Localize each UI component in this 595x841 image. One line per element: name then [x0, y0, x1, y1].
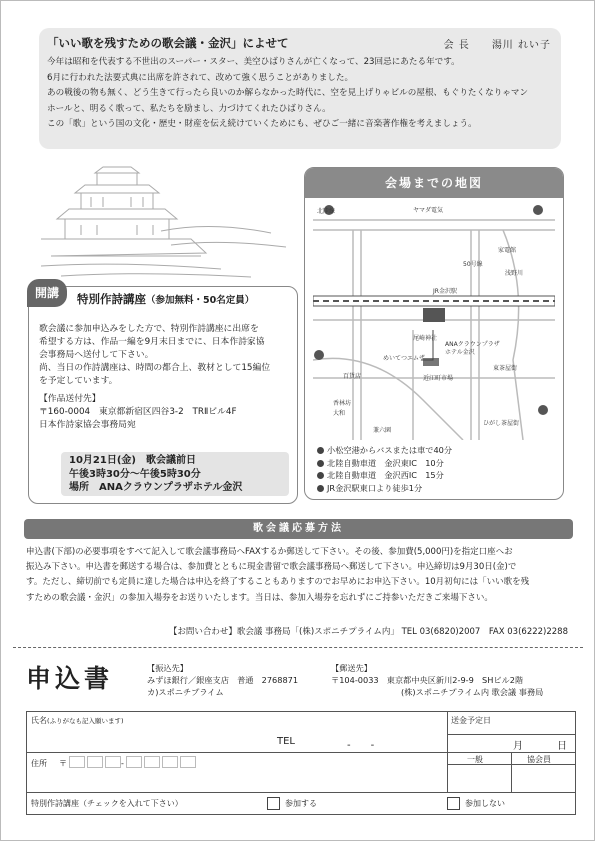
not-attend-checkbox[interactable] [447, 797, 460, 810]
lecture-box [28, 286, 298, 504]
bullet-icon [317, 485, 324, 492]
access-item: 北陸自動車道 金沢東IC 10分 [317, 457, 452, 470]
application-header: 歌会議応募方法 [24, 519, 573, 539]
message-author [422, 36, 551, 51]
chair-message-box [39, 28, 561, 149]
map-label: 北陸線 [317, 208, 336, 215]
message-paragraph: あの戦後の物も無く、どう生きて行ったら良いのか解らなかった時代に、空を見上げりゃビルの屋根、もぐりたくなりゃマン [47, 88, 529, 98]
lecture-title-note: （参加無料・50名定員） [146, 295, 255, 306]
bullet-icon [317, 472, 324, 479]
message-paragraph: 6月に行われた法要式典に出席を許されて、改めて強く思うことがありました。 [47, 72, 354, 83]
message-paragraph: 今年は昭和を代表する不世出のスーパー・スター、美空ひばりさんが亡くなって、23回忌にあたる年です。 [47, 57, 460, 67]
map-label: 家電館 [498, 247, 517, 254]
general-label: 一般 [467, 755, 483, 764]
name-label: 氏名(ふりがなも記入願います) [31, 716, 124, 725]
cut-line [13, 647, 583, 648]
transfer-info: 【振込先】 みずほ銀行／銀座支店 普通 2768871 カ)スポニチプライム [147, 663, 299, 697]
attend-label: 参加する [285, 799, 317, 808]
access-item: 小松空港からバスまたは車で40分 [317, 444, 452, 457]
message-title: 「いい歌を残すための歌会議・金沢」によせて [47, 36, 289, 50]
address-label: 住所 〒 - [31, 756, 196, 769]
application-body: 申込書(下部)の必要事項をすべて記入して歌会議事務局へFAXするか郵送して下さい。その後、参加費(5,000円)を指定口座へお 振込み下さい。申込書を郵送する場合は、参加費とともに現金書留で歌会議事務局へ郵送して下さい。申込締切は9月30日(金)で す。ただし、締切前でも定員に達した場合は申込を終了することもありますのでお早めにお申込下さい。10月初旬には「いい歌を残 すための歌会議・金沢」の参加入場券をお送りいたします。当日は、参加入場券を忘れずにご持参いただきご来場下さい。 [26, 547, 530, 603]
lecture-title: 特別作詩講座（参加無料・50名定員） [77, 292, 255, 306]
map-label: JR金沢駅 [433, 288, 457, 295]
access-item: 北陸自動車道 金沢西IC 15分 [317, 469, 452, 482]
map-label: ヤマダ電気 [413, 207, 444, 214]
send-address: 〒160-0004 東京都新宿区四谷3-2 TRⅡビル4F [39, 407, 237, 417]
lecture-schedule: 10月21日(金) 歌会議前日 午後3時30分〜午後5時30分 場所 ANAクラウンプラザホテル金沢 [61, 452, 289, 496]
contact-info: 【お問い合わせ】歌会議 事務局「(株)スポニチプライム内」 TEL 03(6820)2007 FAX 03(6222)2288 [168, 627, 568, 637]
mail-info: 【郵送先】 〒104-0033 東京都中央区新川2-9-9 SHビル2階 (株)スポニチプライム内 歌会議 事務局 [331, 663, 544, 697]
map-label: 50号線 [463, 261, 483, 268]
message-paragraph: この「歌」という国の文化・歴史・財産を伝え続けていくためにも、ぜひご一緒に音楽著作権を考えましょう。 [47, 119, 477, 129]
map-label: ひがし茶屋街 [483, 420, 520, 427]
map-label: 香林坊 [333, 400, 352, 407]
send-date-label: 送金予定日 [451, 716, 491, 725]
map-label: 百貨店 [343, 373, 362, 380]
lecture-badge: 開講 [27, 279, 67, 307]
form-title: 申込書 [26, 664, 114, 693]
lecture-option-label: 特別作詩講座（チェックを入れて下さい） [31, 799, 183, 808]
application-form [26, 711, 576, 815]
not-attend-label: 参加しない [465, 799, 505, 808]
map-label: 浅野川 [505, 270, 524, 277]
member-label: 協会員 [527, 755, 551, 764]
map-label: 大和 [333, 410, 346, 417]
map-title: 会場までの地図 [305, 168, 563, 198]
map-label: 東茶屋街 [493, 365, 518, 372]
map-drawing [313, 200, 555, 440]
kanazawa-castle-illustration [41, 161, 291, 281]
map-label: ANAクラウンプラザ [445, 341, 500, 348]
map-label: 近江町市場 [423, 375, 454, 382]
tel-label: TEL [277, 736, 295, 747]
map-label: めいてつエムザ [383, 355, 425, 362]
map-label: ホテル金沢 [445, 349, 475, 356]
message-paragraph: ホールと、明るく歌って、私たちを励まし、力づけてくれたひばりさん。 [47, 103, 331, 114]
access-item: JR金沢駅東口より徒歩1分 [317, 482, 452, 495]
attend-checkbox[interactable] [267, 797, 280, 810]
map-label: 尾崎神社 [413, 335, 438, 342]
send-label: 【作品送付先】 [39, 394, 101, 404]
send-address: 日本作詩家協会事務局宛 [39, 420, 136, 430]
map-label: 兼六園 [373, 427, 392, 434]
month-label: 月 [513, 741, 523, 752]
tel-separator: - - [347, 740, 375, 751]
message-body [47, 55, 557, 133]
author-name: 湯川 れい子 [491, 40, 551, 51]
day-label: 日 [557, 741, 567, 752]
bullet-icon [317, 447, 324, 454]
author-role: 会 長 [443, 40, 470, 51]
access-map [304, 167, 564, 500]
bullet-icon [317, 460, 324, 467]
access-list [317, 444, 452, 494]
lecture-body: 歌会議に参加申込みをした方で、特別作詩講座に出席を 希望する方は、作品一編を9月末日までに、日本作詩家協 会事務局へ送付して下さい。 尚、当日の作詩講座は、時間の都合上、教材として15編位 を予定しています。 【作品送付先】 〒160-0004 東京都新宿区四谷3-2 TRⅡビル4F 日本作詩家協会事務局宛 [39, 323, 291, 432]
